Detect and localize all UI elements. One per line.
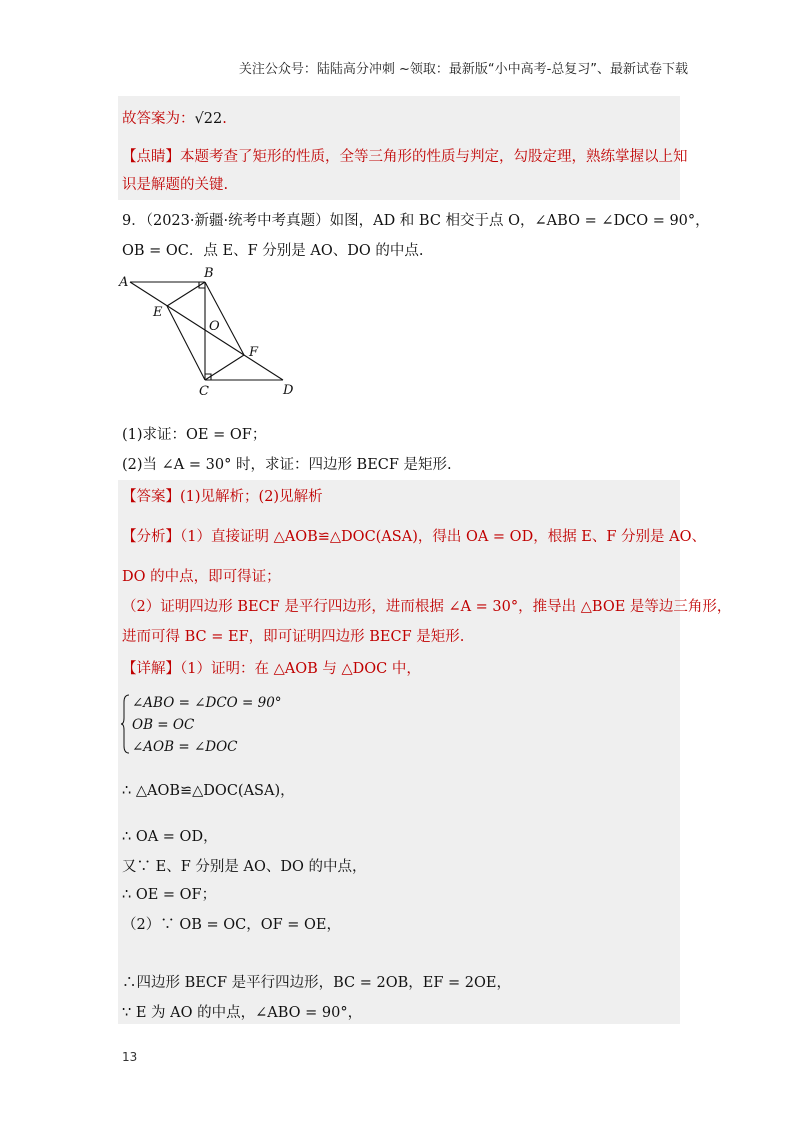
- line-EC: [167, 306, 205, 380]
- dianjing-label: 【点睛】: [122, 149, 180, 165]
- label-A: A: [119, 275, 129, 290]
- line-AD: [130, 282, 283, 380]
- page-number: 13: [122, 1050, 138, 1064]
- label-E: E: [153, 305, 163, 320]
- step-5: （2）∵ OB = OC，OF = OE，: [122, 917, 342, 933]
- fenxi-line1: [122, 526, 706, 548]
- label-B: B: [204, 266, 214, 281]
- fenxi-text1: 【分析】（1）直接证明 △AOB≌△DOC(ASA)，得出 OA = OD，根据 E、F 分别是 AO、: [122, 529, 707, 545]
- step-3: 又∵ E、F 分别是 AO、DO 的中点，: [122, 859, 367, 875]
- brace-line2: OB = OC: [132, 717, 195, 733]
- step-6: ∴四边形 BECF 是平行四边形，BC = 2OB，EF = 2OE，: [122, 975, 511, 991]
- step-7: ∵ E 为 AO 的中点，∠ABO = 90°，: [122, 1005, 363, 1021]
- step-2: ∴ OA = OD，: [122, 829, 218, 845]
- label-D: D: [283, 383, 294, 398]
- geometry-figure: [118, 264, 308, 400]
- page-header: [0, 58, 800, 82]
- answer-value: √22: [194, 111, 223, 127]
- dianjing-line2: 识是解题的关键.: [122, 177, 229, 193]
- label-C: C: [199, 384, 209, 399]
- question-line2: OB = OC．点 E、F 分别是 AO、DO 的中点.: [122, 243, 424, 259]
- system-brace: [120, 694, 130, 754]
- answer-suffix: .: [222, 111, 227, 127]
- fenxi-line3: （2）证明四边形 BECF 是平行四边形，进而根据 ∠A = 30°，推导出 △BOE 是等边三角形，: [122, 599, 732, 615]
- xiangjie-line: 【详解】（1）证明：在 △AOB 与 △DOC 中，: [122, 661, 421, 677]
- fenxi-line4: 进而可得 BC = EF，即可证明四边形 BECF 是矩形.: [122, 629, 465, 645]
- answer-prefix: 故答案为：: [122, 111, 195, 127]
- step-1: ∴ △AOB≌△DOC(ASA)，: [122, 783, 295, 799]
- step-4: ∴ OE = OF；: [122, 887, 217, 903]
- header-text: 关注公众号：陆陆高分冲刺 ~领取：最新版“小中高考-总复习”、最新试卷下载: [238, 62, 688, 77]
- question-part2: (2)当 ∠A = 30° 时，求证：四边形 BECF 是矩形.: [122, 457, 452, 473]
- question-line1: 9．（2023·新疆·统考中考真题）如图，AD 和 BC 相交于点 O，∠ABO = ∠DCO = 90°，: [122, 213, 710, 229]
- dianjing-line1: [122, 146, 688, 168]
- fenxi-line2: DO 的中点，即可得证；: [122, 569, 281, 585]
- answer-line: [122, 108, 227, 130]
- label-O: O: [209, 319, 220, 334]
- dianjing-text1: 本题考查了矩形的性质，全等三角形的性质与判定，勾股定理，熟练掌握以上知: [180, 149, 688, 165]
- question-part1: (1)求证：OE = OF；: [122, 427, 267, 443]
- brace-line1: ∠ABO = ∠DCO = 90°: [132, 695, 282, 711]
- label-F: F: [249, 345, 259, 360]
- brace-line3: ∠AOB = ∠DOC: [132, 739, 238, 755]
- solution-answer: 【答案】(1)见解析；(2)见解析: [122, 489, 323, 505]
